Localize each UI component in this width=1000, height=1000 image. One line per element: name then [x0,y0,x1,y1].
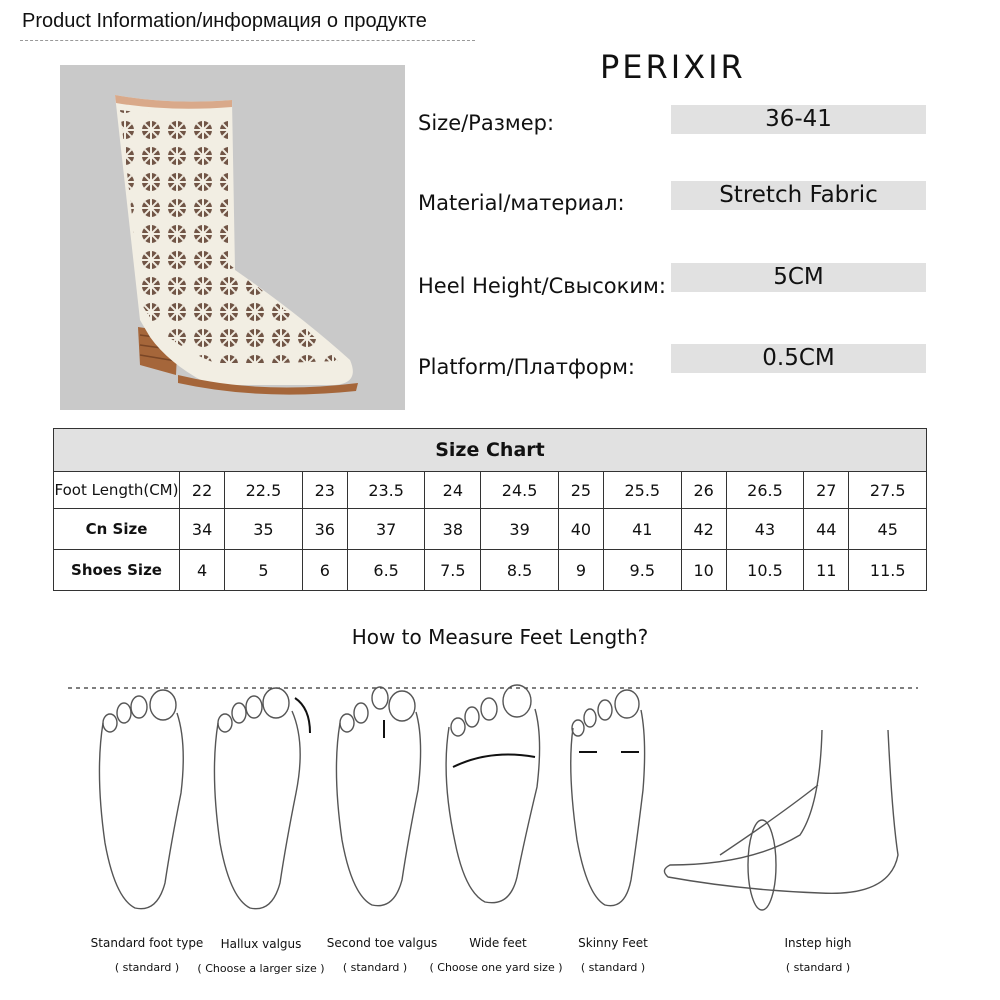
table-cell: 40 [558,509,603,550]
table-cell: 22 [180,472,225,509]
note-hallux-valgus: ( Choose a larger size ) [197,962,325,975]
header-divider [20,40,475,41]
table-cell: 34 [180,509,225,550]
row-label: Shoes Size [54,550,180,591]
table-cell: 36 [302,509,347,550]
table-cell: 26.5 [726,472,804,509]
spec-value-material: Stretch Fabric [671,181,926,210]
measure-title: How to Measure Feet Length? [351,625,649,649]
foot-wide [446,685,539,903]
feet-illustration [0,675,1000,925]
table-cell: 11.5 [849,550,927,591]
table-cell: 25.5 [604,472,682,509]
note-second-toe-valgus: ( standard ) [342,961,408,974]
spec-value-platform: 0.5CM [671,344,926,373]
spec-label-size: Size/Размер: [418,111,555,135]
size-chart-title: Size Chart [54,429,927,472]
foot-standard [99,690,183,909]
spec-label-heel-height: Heel Height/Свысоким: [418,274,666,298]
table-cell: 27.5 [849,472,927,509]
table-cell: 10 [681,550,726,591]
table-cell: 38 [425,509,481,550]
spec-label-platform: Platform/Платформ: [418,355,636,379]
note-standard: ( standard ) [114,961,180,974]
table-cell: 7.5 [425,550,481,591]
table-cell: 9.5 [604,550,682,591]
table-cell: 8.5 [481,550,559,591]
caption-wide-feet: Wide feet [469,936,527,950]
caption-standard: Standard foot type [90,936,204,950]
caption-hallux-valgus: Hallux valgus [220,937,302,951]
table-cell: 23 [302,472,347,509]
spec-label-material: Material/материал: [418,191,625,215]
table-cell: 9 [558,550,603,591]
table-cell: 25 [558,472,603,509]
foot-hallux-valgus [214,688,310,909]
table-cell: 6 [302,550,347,591]
table-cell: 26 [681,472,726,509]
foot-instep-high [664,730,898,910]
note-wide-feet: ( Choose one yard size ) [429,961,563,974]
table-cell: 11 [804,550,849,591]
table-cell: 37 [347,509,425,550]
table-cell: 41 [604,509,682,550]
table-cell: 35 [225,509,303,550]
table-row-shoes-size [54,550,927,591]
table-cell: 4 [180,550,225,591]
row-label: Cn Size [54,509,180,550]
table-row-foot-length [54,472,927,509]
caption-skinny-feet: Skinny Feet [578,936,648,950]
table-cell: 24 [425,472,481,509]
note-skinny-feet: ( standard ) [580,961,646,974]
caption-second-toe-valgus: Second toe valgus [326,936,438,950]
spec-value-size: 36-41 [671,105,926,134]
row-label: Foot Length(CM) [54,472,180,509]
table-cell: 39 [481,509,559,550]
table-cell: 42 [681,509,726,550]
table-cell: 23.5 [347,472,425,509]
size-chart-table [53,428,927,591]
table-cell: 10.5 [726,550,804,591]
product-photo [60,65,405,410]
note-instep-high: ( standard ) [785,961,851,974]
table-cell: 6.5 [347,550,425,591]
spec-value-heel-height: 5CM [671,263,926,292]
table-cell: 24.5 [481,472,559,509]
table-cell: 22.5 [225,472,303,509]
boot-illustration [60,65,405,410]
table-cell: 45 [849,509,927,550]
header-title: Product Information/информация о продукте [22,10,427,32]
table-cell: 43 [726,509,804,550]
brand-name: PERIXIR [600,48,746,86]
foot-skinny [571,690,645,906]
table-row-cn-size [54,509,927,550]
table-cell: 5 [225,550,303,591]
foot-second-toe-valgus [336,687,420,906]
table-cell: 44 [804,509,849,550]
caption-instep-high: Instep high [784,936,852,950]
table-cell: 27 [804,472,849,509]
